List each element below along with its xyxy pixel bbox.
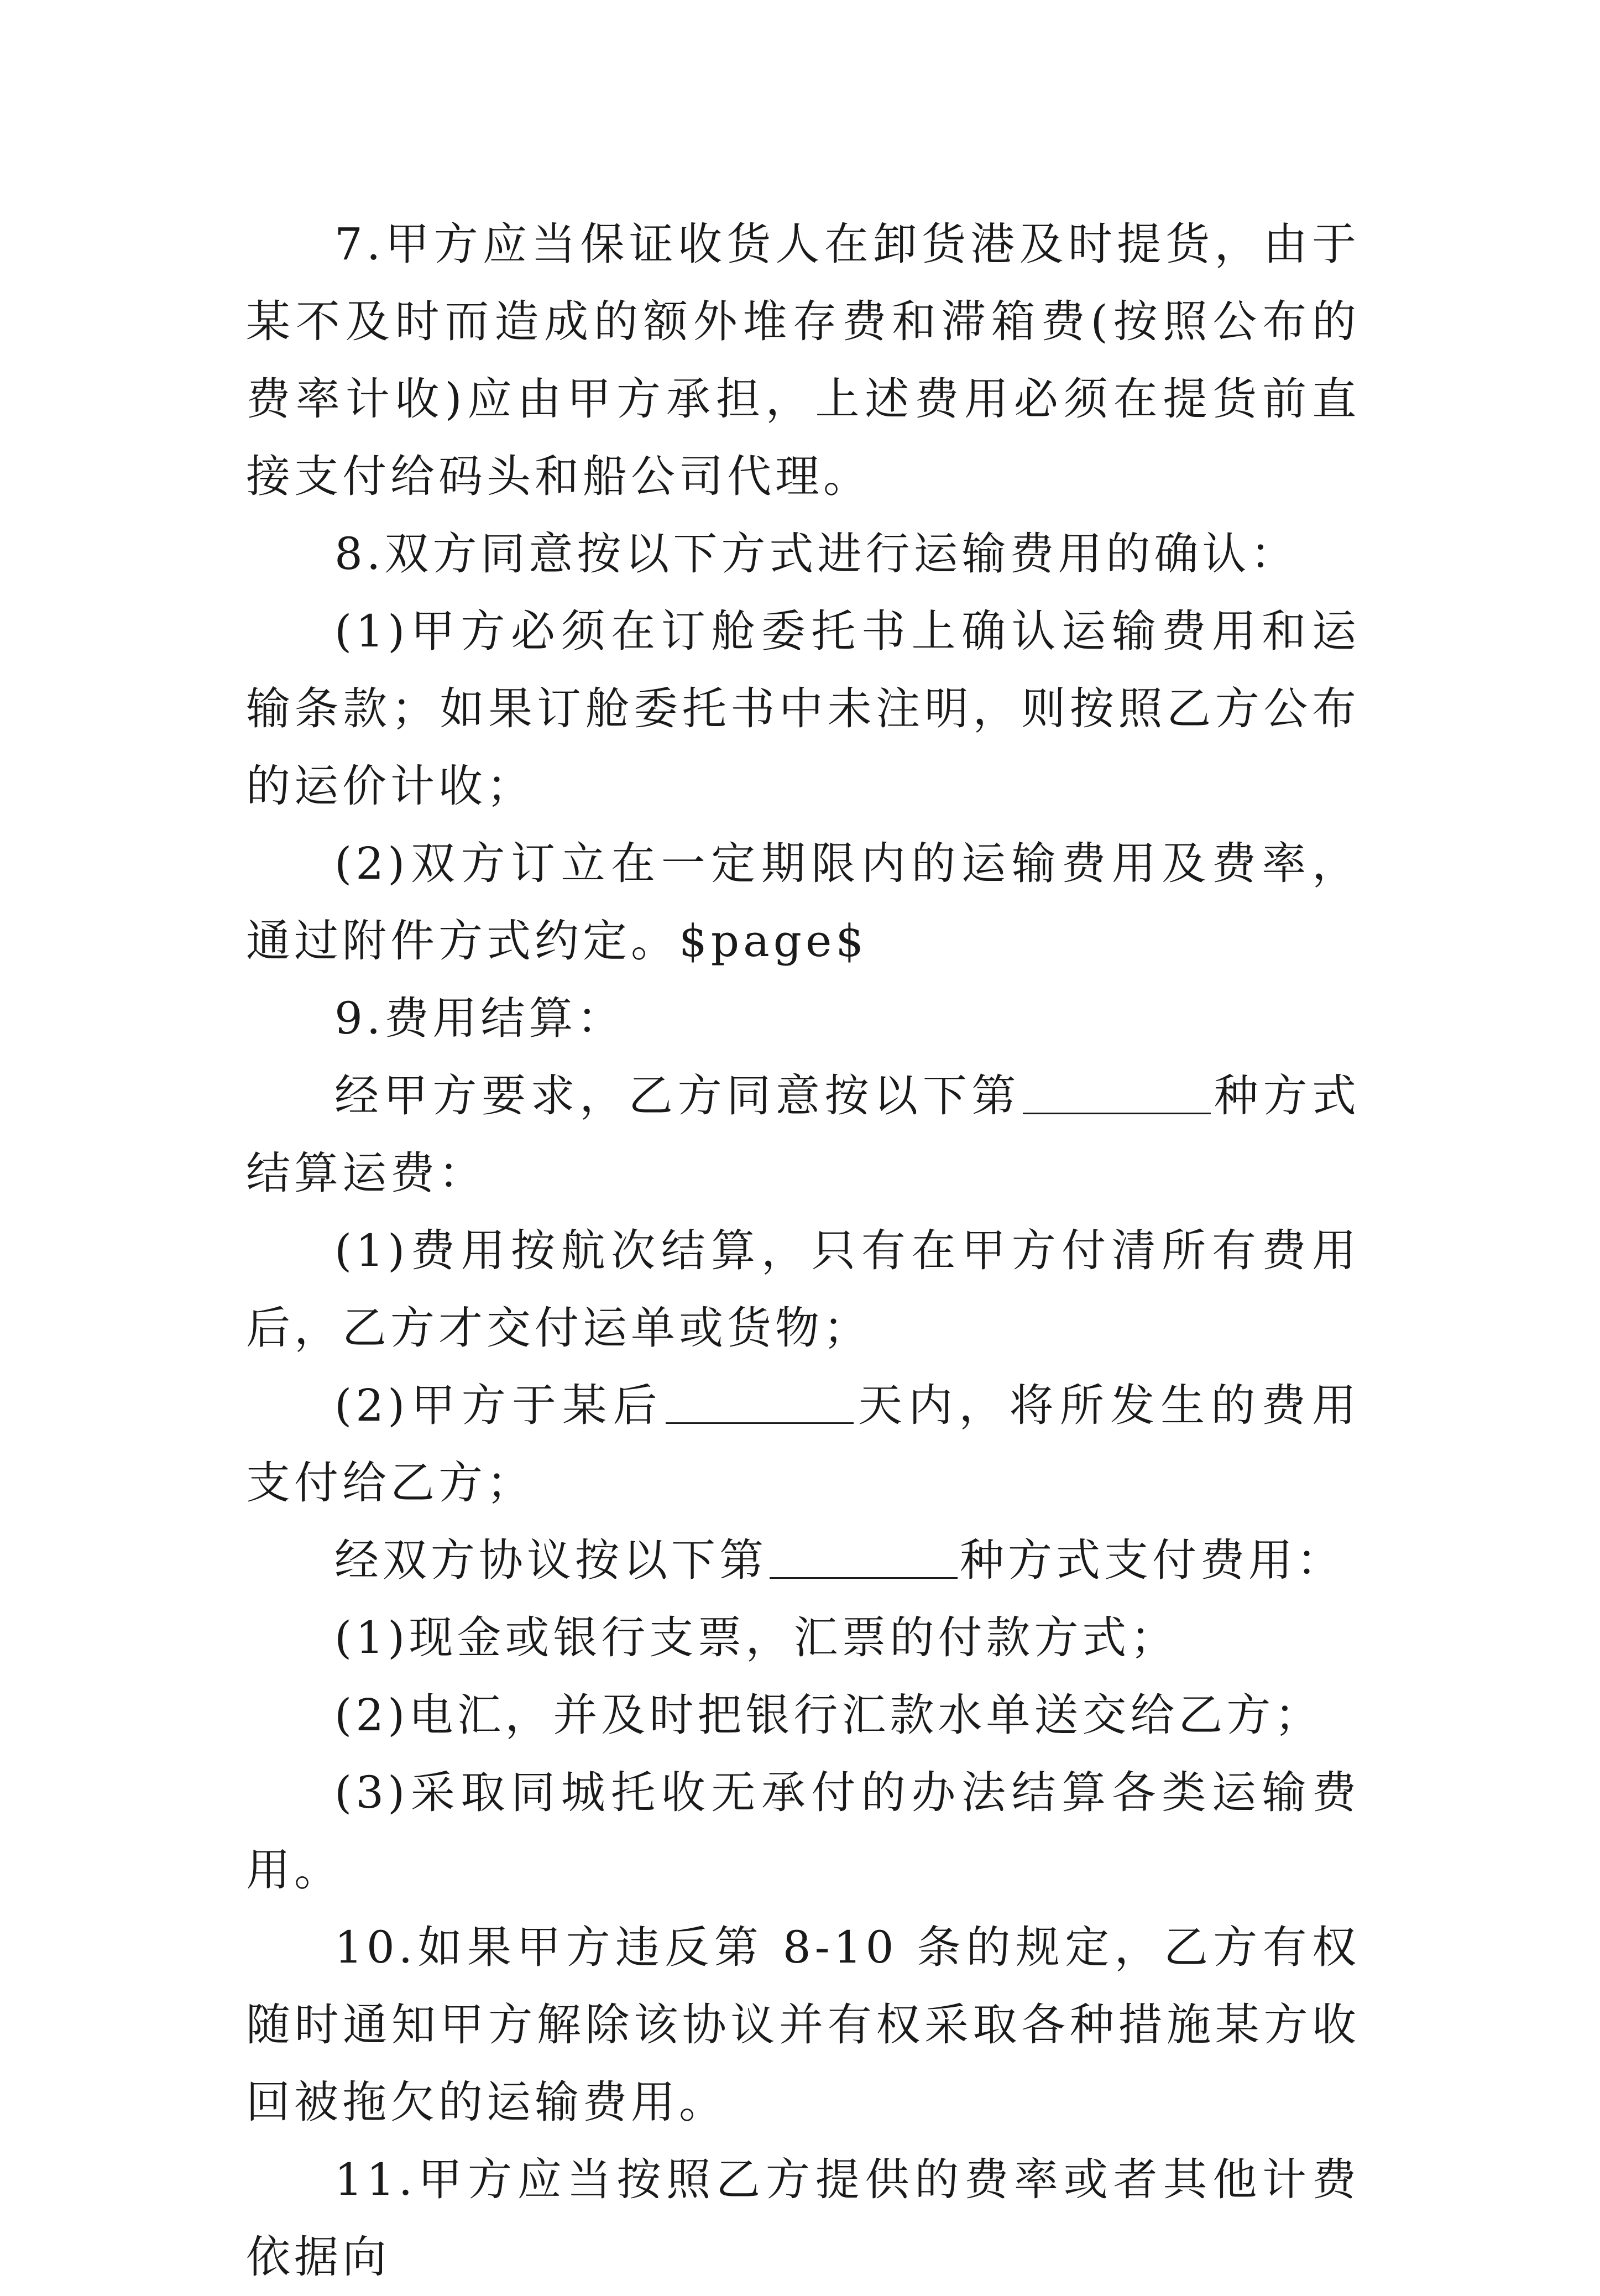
clause-text: 经甲方要求，乙方同意按以下第 [334, 1070, 1021, 1121]
clause-text: 经双方协议按以下第 [334, 1535, 767, 1586]
blank-line [1023, 1068, 1211, 1114]
clause-text: (2)双方订立在一定期限内的运输费用及费率，通过附件方式约定。$page$ [246, 838, 1360, 967]
clause-text: (1)现金或银行支票，汇票的付款方式； [334, 1612, 1179, 1663]
clause-9-payment-item-1 [246, 1599, 1360, 1677]
blank-line [666, 1378, 854, 1424]
clause-text: (1)甲方必须在订舱委托书上确认运输费用和运输条款；如果订舱委托书中未注明，则按照乙方公布的运价计收； [246, 606, 1360, 812]
clause-text: 种方式支付费用： [960, 1535, 1345, 1586]
clause-9-payment [246, 1522, 1360, 1599]
clause-8 [246, 515, 1360, 593]
clause-9-settlement-item-2 [246, 1367, 1360, 1522]
clause-text: 8.双方同意按以下方式进行运输费用的确认： [334, 528, 1299, 580]
clause-9-settlement [246, 1057, 1360, 1212]
blank-line [770, 1533, 958, 1579]
clause-text: 种方式结算运费： [246, 1070, 1361, 1199]
clause-text: 10.如果甲方违反第 8-10 条的规定，乙方有权随时通知甲方解除该协议并有权采取各种措施某方收回被拖欠的运输费用。 [246, 1922, 1360, 2128]
clause-8-item-2 [246, 825, 1360, 980]
clause-7 [246, 206, 1360, 515]
clause-text: 7.甲方应当保证收货人在卸货港及时提货，由于某不及时而造成的额外堆存费和滞箱费(按照公布的费率计收)应由甲方承担，上述费用必须在提货前直接支付给码头和船公司代理。 [246, 218, 1360, 502]
clause-9 [246, 980, 1360, 1057]
clause-text: 11.甲方应当按照乙方提供的费率或者其他计费依据向 [246, 2154, 1360, 2283]
document-body [246, 206, 1360, 2296]
clause-text: (3)采取同城托收无承付的办法结算各类运输费用。 [246, 1767, 1360, 1896]
clause-9-settlement-item-1 [246, 1212, 1360, 1367]
clause-11 [246, 2141, 1360, 2296]
clause-text: 9.费用结算： [334, 993, 625, 1044]
clause-9-payment-item-3 [246, 1754, 1360, 1909]
clause-text: 天内，将所发生的费用支付给乙方； [246, 1380, 1360, 1509]
clause-10 [246, 1909, 1360, 2141]
clause-9-payment-item-2 [246, 1677, 1360, 1754]
clause-8-item-1 [246, 593, 1360, 825]
clause-text: (2)甲方于某后 [334, 1380, 663, 1431]
clause-text: (1)费用按航次结算，只有在甲方付清所有费用后，乙方才交付运单或货物； [246, 1225, 1360, 1354]
clause-text: (2)电汇，并及时把银行汇款水单送交给乙方； [334, 1689, 1323, 1741]
